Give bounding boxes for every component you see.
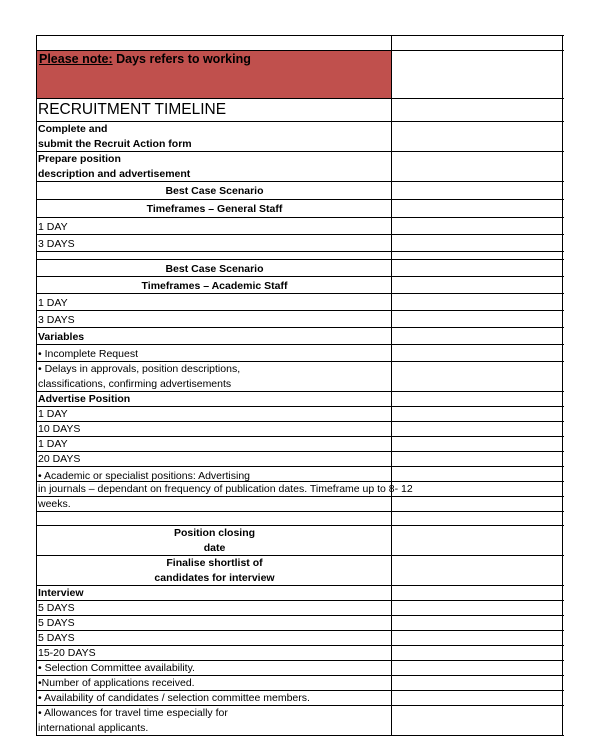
step-row (37, 152, 564, 182)
advertise-note-line2[interactable] (37, 482, 413, 496)
general-value-1[interactable]: 1 DAY (37, 218, 392, 234)
academic-heading-2[interactable]: Timeframes – Academic Staff (37, 277, 392, 293)
cell[interactable] (392, 277, 563, 293)
interview-note-4[interactable] (37, 706, 392, 735)
cell[interactable] (392, 616, 563, 630)
heading-row (37, 200, 564, 218)
list-item (37, 661, 564, 676)
value-row (37, 311, 564, 328)
advertise-value-1[interactable]: 1 DAY (37, 407, 392, 421)
list-item (37, 691, 564, 706)
cell[interactable] (37, 252, 392, 259)
cell[interactable] (392, 200, 563, 217)
cell[interactable] (392, 586, 563, 600)
variables-heading[interactable]: Variables (37, 328, 392, 344)
cell[interactable] (392, 526, 563, 555)
cell[interactable] (392, 122, 563, 151)
variables-item-2-line1: • Delays in approvals, position descriptions, (38, 363, 241, 375)
cell[interactable] (392, 452, 563, 466)
general-heading-2[interactable]: Timeframes – General Staff (37, 200, 392, 217)
cell[interactable] (392, 235, 563, 251)
advertise-value-4[interactable]: 20 DAYS (37, 452, 392, 466)
step-row (37, 122, 564, 152)
heading-row (37, 182, 564, 200)
value-row (37, 294, 564, 311)
list-item (37, 706, 564, 736)
cell[interactable] (392, 252, 563, 259)
heading-row (37, 260, 564, 277)
shortlist-line2: candidates for interview (154, 571, 275, 584)
heading-row (37, 277, 564, 294)
blank-row (37, 36, 564, 51)
list-item (37, 497, 564, 512)
closing-line1: Position closing (173, 527, 256, 539)
heading-row (37, 328, 564, 345)
cell[interactable] (37, 512, 392, 525)
cell[interactable] (392, 152, 563, 181)
step1-line1: Complete and (38, 123, 108, 135)
variables-item-2-line2: classifications, confirming advertisements (38, 377, 232, 390)
cell[interactable] (392, 691, 563, 705)
closing-row (37, 526, 564, 556)
heading-row (37, 392, 564, 407)
blank-row (37, 512, 564, 526)
cell[interactable] (392, 661, 563, 675)
advertise-note-line1[interactable]: • Academic or specialist positions: Advertising (37, 467, 392, 481)
interview-note-2[interactable]: •Number of applications received. (37, 676, 392, 690)
value-row (37, 631, 564, 646)
closing-cell[interactable] (37, 526, 392, 555)
list-item (37, 467, 564, 482)
interview-value-2[interactable]: 5 DAYS (37, 616, 392, 630)
step1-line2: submit the Recruit Action form (38, 137, 192, 150)
cell[interactable] (37, 36, 392, 50)
variables-item-1[interactable]: • Incomplete Request (37, 345, 392, 361)
value-row (37, 616, 564, 631)
value-row (37, 646, 564, 661)
variables-item-2[interactable] (37, 362, 392, 391)
cell[interactable] (392, 601, 563, 615)
interview-note-4-line2: international applicants. (38, 721, 149, 734)
timeline-sheet (36, 35, 564, 736)
cell[interactable] (392, 646, 563, 660)
value-row (37, 452, 564, 467)
cell[interactable] (392, 407, 563, 421)
interview-note-4-line1: • Allowances for travel time especially for (38, 707, 228, 719)
value-row (37, 218, 564, 235)
heading-row (37, 586, 564, 601)
value-row (37, 437, 564, 452)
shortlist-row (37, 556, 564, 586)
cell[interactable] (392, 497, 563, 511)
cell[interactable] (392, 311, 563, 327)
closing-line2: date (203, 541, 226, 554)
cell[interactable] (392, 422, 563, 436)
academic-value-2[interactable]: 3 DAYS (37, 311, 392, 327)
cell[interactable] (392, 260, 563, 276)
general-heading-1[interactable]: Best Case Scenario (37, 182, 392, 199)
academic-heading-1[interactable]: Best Case Scenario (37, 260, 392, 276)
advertise-note-line3[interactable]: weeks. (37, 497, 392, 511)
step2-line1: Prepare position (38, 153, 121, 165)
cell[interactable] (392, 294, 563, 310)
title-row (37, 99, 564, 122)
step1-cell[interactable] (37, 122, 392, 151)
value-row (37, 235, 564, 252)
cell[interactable] (392, 706, 563, 735)
cell[interactable] (392, 362, 563, 391)
step2-cell[interactable] (37, 152, 392, 181)
advertise-note-line2-text: in journals – dependant on frequency of publication dates. Timeframe up to 8- 12 (38, 483, 413, 495)
cell[interactable] (392, 182, 563, 199)
value-row (37, 422, 564, 437)
cell[interactable] (392, 676, 563, 690)
note-cell[interactable] (37, 51, 392, 98)
interview-note-1[interactable]: • Selection Committee availability. (37, 661, 392, 675)
advertise-value-3[interactable]: 1 DAY (37, 437, 392, 451)
step2-line2: description and advertisement (38, 167, 191, 180)
cell[interactable] (392, 36, 563, 50)
blank-row (37, 252, 564, 260)
value-row (37, 407, 564, 422)
list-item (37, 345, 564, 362)
cell[interactable] (392, 218, 563, 234)
note-text: Days refers to working (112, 52, 251, 66)
interview-value-3[interactable]: 5 DAYS (37, 631, 392, 645)
list-item (37, 362, 564, 392)
cell[interactable] (392, 482, 563, 496)
cell[interactable] (392, 631, 563, 645)
cell[interactable] (392, 328, 563, 344)
cell[interactable] (392, 392, 563, 406)
general-value-2[interactable]: 3 DAYS (37, 235, 392, 251)
page-title[interactable]: RECRUITMENT TIMELINE (37, 99, 392, 121)
note-prefix: Please note: (39, 52, 113, 66)
note-row (37, 51, 564, 99)
interview-value-4[interactable]: 15-20 DAYS (37, 646, 392, 660)
cell[interactable] (392, 345, 563, 361)
cell[interactable] (392, 51, 563, 98)
academic-value-1[interactable]: 1 DAY (37, 294, 392, 310)
shortlist-cell[interactable] (37, 556, 392, 585)
cell[interactable] (392, 467, 563, 481)
interview-note-3[interactable]: • Availability of candidates / selection committee members. (37, 691, 392, 705)
advertise-heading[interactable]: Advertise Position (37, 392, 392, 406)
interview-value-1[interactable]: 5 DAYS (37, 601, 392, 615)
interview-heading[interactable]: Interview (37, 586, 392, 600)
cell[interactable] (392, 512, 563, 525)
list-item (37, 676, 564, 691)
cell[interactable] (392, 99, 563, 121)
value-row (37, 601, 564, 616)
advertise-value-2[interactable]: 10 DAYS (37, 422, 392, 436)
list-item (37, 482, 564, 497)
cell[interactable] (392, 556, 563, 585)
shortlist-line1: Finalise shortlist of (166, 557, 263, 569)
cell[interactable] (392, 437, 563, 451)
